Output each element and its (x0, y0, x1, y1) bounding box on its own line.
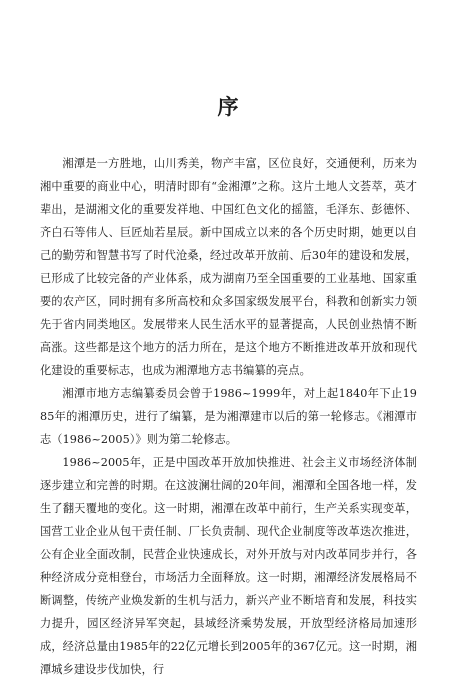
page-title: 序 (217, 94, 240, 119)
body-text (40, 152, 417, 681)
paragraph: 湘潭是一方胜地，山川秀美，物产丰富，区位良好，交通便利，历来为湘中重要的商业中心，明清时即有“金湘潭”之称。这片土地人文荟萃，英才辈出，是湖湘文化的重要发祥地、中国红色文化的摇篮，毛泽东、彭德怀、齐白石等伟人、巨匠灿若星辰。新中国成立以来的各个历史时期，她更以自己的勤劳和智慧书写了时代沧桑，经过改革开放前、后30年的建设和发展，已形成了比较完备的产业体系，成为湖南乃至全国重要的工业基地、国家重要的农产区，同时拥有多所高校和众多国家级发展平台，科教和创新实力领先于省内同类地区。发展带来人民生活水平的显著提高，人民创业热情不断高涨。这些都是这个地方的活力所在，是这个地方不断推进改革开放和现代化建设的重要标志，也成为湘潭地方志书编纂的亮点。 (40, 157, 417, 377)
paragraph: 1986~2005年，正是中国改革开放加快推进、社会主义市场经济体制逐步建立和完善的时期。在这波澜壮阔的20年间，湘潭和全国各地一样，发生了翻天覆地的变化。这一时期，湘潭在改革中前行，生产关系实现变革，国营工业企业从包干责任制、厂长负责制、现代企业制度等改革迭次推进，公有企业全面改制，民营企业快速成长，对外开放与对内改革同步并行，各种经济成分竞相登台，市场活力全面释放。这一时期，湘潭经济发展格局不断调整，传统产业焕发新的生机与活力，新兴产业不断培育和发展，科技实力提升，园区经济异军突起，县域经济乘势发展，开放型经济格局加速形成，经济总量由1985年的22亿元增长到2005年的367亿元。这一时期，湘潭城乡建设步伐加快，行 (40, 456, 417, 676)
paragraph: 湘潭市地方志编纂委员会曾于1986~1999年，对上起1840年下止1985年的湘潭历史，进行了编纂，是为湘潭建市以后的第一轮修志。《湘潭市志（1986~2005）》则为第二轮修志。 (40, 387, 417, 446)
